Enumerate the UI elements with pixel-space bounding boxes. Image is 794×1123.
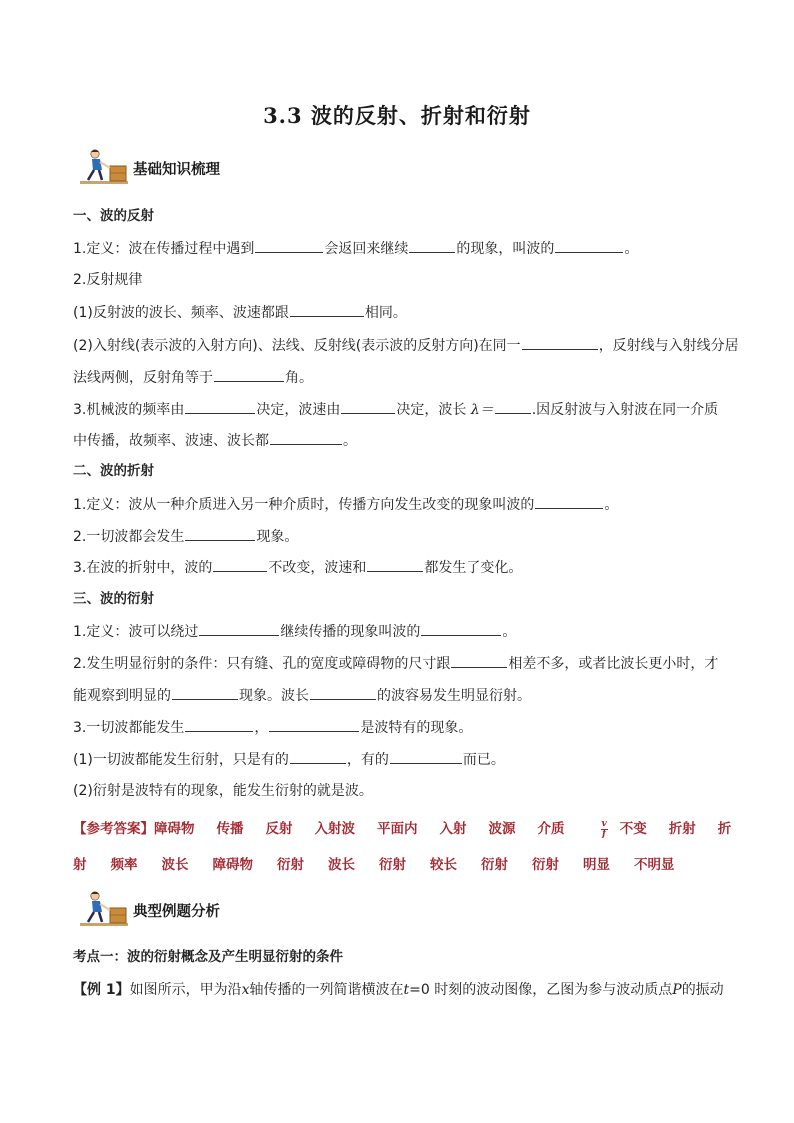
heading-reflection: 一、波的反射	[73, 208, 154, 224]
answer-item: 衍射	[277, 857, 304, 873]
answer-item: 折射	[668, 821, 696, 837]
answer-item: 频率	[110, 857, 138, 873]
diffraction-property: 3.一切波都能发生 ， 是波特有的现象。	[73, 717, 723, 738]
answer-item: 入射	[439, 821, 467, 837]
answer-item: 传播	[216, 821, 244, 837]
answer-item: 障碍物	[212, 857, 253, 873]
answer-item: 介质	[537, 821, 565, 837]
exam-point-heading: 考点一：波的衍射概念及产生明显衍射的条件	[73, 949, 343, 965]
section-label: 基础知识梳理	[133, 162, 220, 178]
answer-item: 不变	[619, 821, 647, 837]
answer-row-1-tail	[620, 817, 754, 837]
answer-item: 波长	[161, 857, 189, 873]
section-header-basics	[80, 148, 380, 188]
reflection-definition: 1.定义：波在传播过程中遇到 会返回来继续 的现象，叫波的 。	[73, 238, 723, 259]
answer-item: 衍射	[379, 857, 406, 873]
answer-prefix: 【参考答案】	[73, 821, 154, 837]
answer-item: 射	[73, 857, 87, 873]
answer-item: 较长	[430, 857, 457, 873]
diffraction-definition: 1.定义：波可以绕过 继续传播的现象叫波的 。	[73, 621, 723, 642]
answer-item: 不明显	[634, 857, 675, 873]
heading-diffraction: 三、波的衍射	[73, 591, 154, 607]
diffraction-statement-2: (2)衍射是波特有的现象，能发生衍射的就是波。	[73, 783, 373, 799]
answer-item: 波长	[328, 857, 355, 873]
reflection-rule: 2.反射规律	[73, 272, 143, 288]
boy-pushing-box-icon	[80, 890, 128, 928]
answer-key-row-1	[73, 817, 733, 839]
reflection-rule-2: (2)入射线(表示波的入射方向)、法线、反射线(表示波的反射方向)在同一 ，反射线与入射线分居	[73, 335, 723, 356]
section-header-examples	[80, 890, 380, 930]
answer-row-1-items	[154, 817, 587, 837]
answer-item: 折	[717, 821, 732, 837]
diffraction-condition: 2.发生明显衍射的条件：只有缝、孔的宽度或障碍物的尺寸跟 相差不多，或者比波长更小时，才	[73, 653, 723, 674]
diffraction-statement-1: (1)一切波都能发生衍射，只是有的 ，有的 而已。	[73, 749, 723, 770]
answer-item: 明显	[583, 857, 610, 873]
refraction-universal: 2.一切波都会发生 现象。	[73, 526, 723, 547]
answer-key-row-2	[73, 853, 733, 873]
boy-pushing-box-icon	[80, 148, 128, 186]
answer-item: 平面内	[377, 821, 418, 837]
section-label: 典型例题分析	[133, 904, 220, 920]
heading-refraction: 二、波的折射	[73, 463, 154, 479]
answer-item: 反射	[265, 821, 293, 837]
answer-row-2-items	[73, 853, 699, 873]
example-tag: 【例 1】	[73, 982, 130, 998]
answer-item: 障碍物	[154, 821, 195, 837]
answer-item: 衍射	[532, 857, 559, 873]
diffraction-condition-cont: 能观察到明显的 现象。波长 的波容易发生明显衍射。	[73, 685, 723, 706]
reflection-rule-1: (1)反射波的波长、频率、波速都跟 相同。	[73, 302, 723, 323]
page-title: 3.3 波的反射、折射和衍射	[263, 103, 531, 128]
example-1-text: 【例 1】如图所示，甲为沿x轴传播的一列简谐横波在t=0 时刻的波动图像，乙图为参与波动质点P的振动	[73, 982, 724, 998]
refraction-change: 3.在波的折射中，波的 不改变，波速和 都发生了变化。	[73, 557, 723, 578]
answer-item: 入射波	[314, 821, 355, 837]
answer-item: 衍射	[481, 857, 508, 873]
mechanical-wave-note: 3.机械波的频率由 决定，波速由 决定，波长 λ＝ .因反射波与入射波在同一介质	[73, 399, 723, 420]
refraction-definition: 1.定义：波从一种介质进入另一种介质时，传播方向发生改变的现象叫波的 。	[73, 494, 723, 515]
wave-formula-fraction: $\frac{v}{f}$	[601, 818, 607, 839]
reflection-rule-2-cont: 法线两侧，反射角等于 角。	[73, 367, 723, 388]
answer-item: 波源	[488, 821, 516, 837]
mechanical-wave-note-cont: 中传播，故频率、波速、波长都 。	[73, 430, 723, 451]
